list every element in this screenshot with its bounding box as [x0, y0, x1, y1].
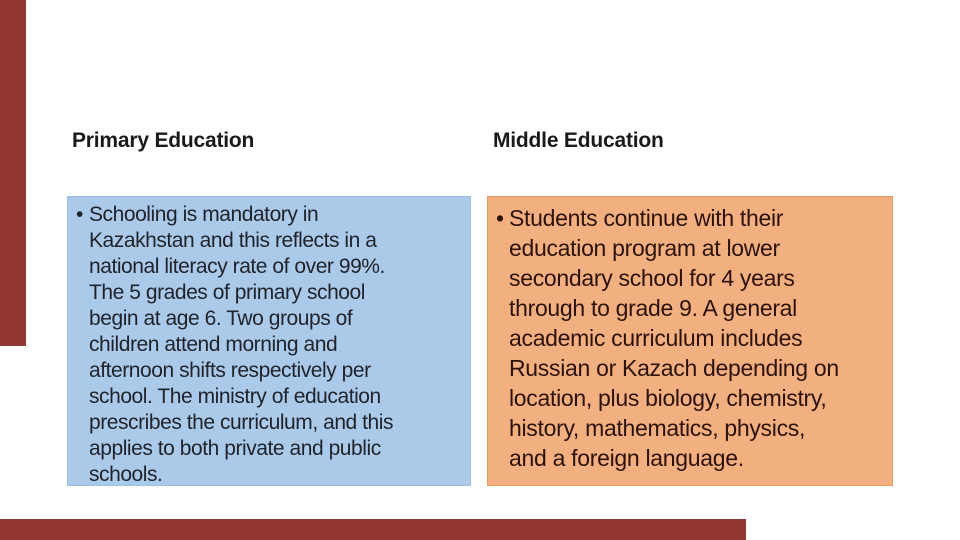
text-line: Students continue with their: [509, 205, 784, 231]
middle-education-textbox: [487, 196, 893, 486]
text-line: and a foreign language.: [509, 445, 744, 471]
text-line: schools.: [89, 463, 163, 486]
bullet-icon: •: [76, 203, 83, 226]
text-line: begin at age 6. Two groups of: [89, 307, 353, 330]
middle-education-heading: Middle Education: [493, 129, 664, 152]
text-line: afternoon shifts respectively per: [89, 359, 371, 382]
text-line: The 5 grades of primary school: [89, 281, 365, 304]
left-accent-bar: [0, 0, 26, 346]
text-line: applies to both private and public: [89, 437, 381, 460]
text-line: location, plus biology, chemistry,: [509, 385, 827, 411]
text-line: through to grade 9. A general: [509, 295, 797, 321]
text-line: prescribes the curriculum, and this: [89, 411, 394, 434]
text-line: national literacy rate of over 99%.: [89, 255, 385, 278]
middle-education-body-text: [509, 203, 888, 473]
text-line: school. The ministry of education: [89, 385, 381, 408]
bullet-icon: •: [496, 205, 504, 231]
text-line: Kazakhstan and this reflects in a: [89, 229, 377, 252]
text-line: children attend morning and: [89, 333, 338, 356]
bottom-accent-bar: [0, 519, 746, 540]
text-line: academic curriculum includes: [509, 325, 803, 351]
primary-education-body-text: [89, 202, 466, 488]
text-line: education program at lower: [509, 235, 780, 261]
text-line: secondary school for 4 years: [509, 265, 795, 291]
text-line: history, mathematics, physics,: [509, 415, 806, 441]
primary-education-heading: Primary Education: [72, 129, 255, 152]
text-line: Russian or Kazach depending on: [509, 355, 839, 381]
text-line: Schooling is mandatory in: [89, 203, 319, 226]
primary-education-textbox: [67, 196, 471, 486]
